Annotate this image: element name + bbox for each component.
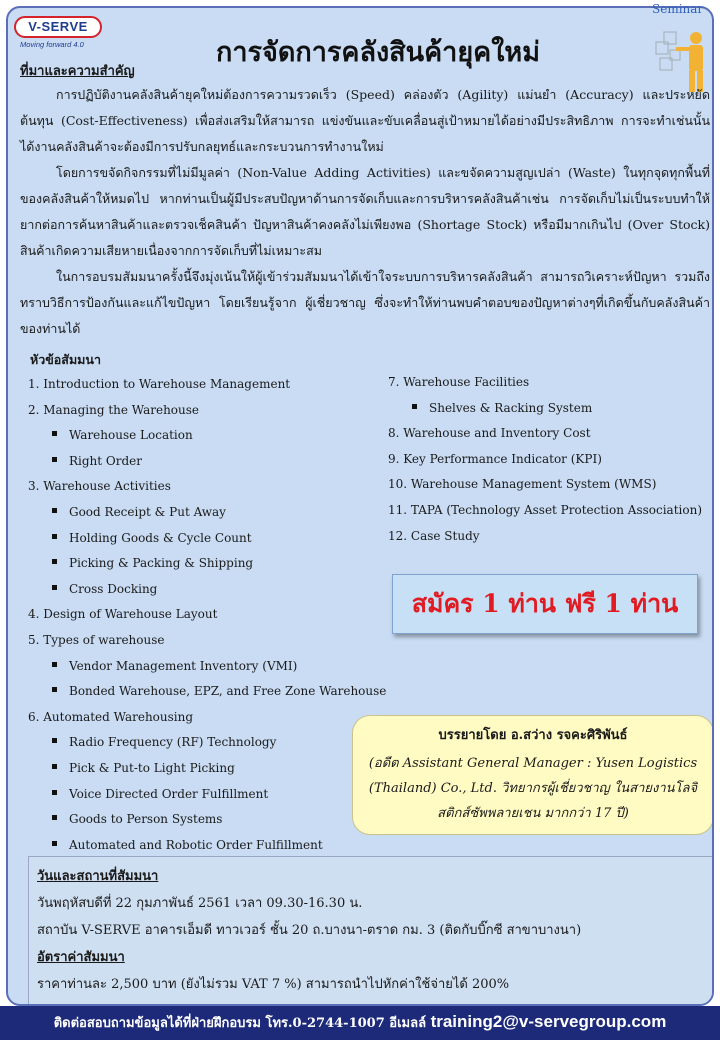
promo-banner: สมัคร 1 ท่าน ฟรี 1 ท่าน — [392, 574, 698, 634]
speaker-box — [352, 715, 714, 835]
topic-subitem: Pick & Put-to Light Picking — [28, 756, 378, 782]
topic-item: 1. Introduction to Warehouse Management — [28, 377, 291, 391]
topic-subitem: Automated and Robotic Order Fulfillment — [28, 833, 378, 859]
seminar-label: Seminar — [652, 2, 704, 16]
contact-text: ติดต่อสอบถามข้อมูลได้ที่ฝ่ายฝึกอบรม โทร.0-2744-1007 อีเมลล์ — [53, 1016, 431, 1031]
page-title: การจัดการคลังสินค้ายุคใหม่ — [216, 37, 540, 68]
intro-paragraph: การปฏิบัติงานคลังสินค้ายุคใหม่ต้องการความรวดเร็ว (Speed) คล่องตัว (Agility) แม่นยำ (Accuracy) และประหยัดต้นทุน (Cost-Effectiveness) เพื่อส่งเสริมให้สามารถ แข่งขันและขับเคลื่อนสู่เป้าหมายได้อย่างมีประสิทธิภาพ การจะทำเช่นนั้นได้งานคลังสินค้าจะต้องมีการปรับกลยุทธ์และกระบวนการทำงานใหม่ — [20, 87, 710, 154]
topic-item: 9. Key Performance Indicator (KPI) — [388, 451, 602, 466]
topics-list-right — [388, 370, 714, 549]
speaker-bio: (อดีต Assistant General Manager : Yusen Logistics (Thailand) Co., Ltd. วิทยากรผู้เชี่ยวชาญ ในสายงานโลจิสติกส์ซัพพลายเชน มากกว่า 17 ปี) — [368, 756, 698, 821]
intro-paragraph: ในการอบรมสัมมนาครั้งนี้จึงมุ่งเน้นให้ผู้เข้าร่วมสัมมนาได้เข้าใจระบบการบริหารคลังสินค้า สามารถวิเคราะห์ปัญหา รวมถึง ทราบวิธีการป้องกันและแก้ไขปัญหา โดยเรียนรู้จาก ผู้เชี่ยวชาญ ซึ่งจะทำให้ท่านพบคำตอบของปัญหาต่างๆที่เกิดขึ้นกับคลังสินค้าของท่านได้ — [20, 269, 710, 336]
vserve-logo — [14, 16, 104, 52]
intro-paragraph: โดยการขจัดกิจกรรมที่ไม่มีมูลค่า (Non-Value Adding Activities) และขจัดความสูญเปล่า (Waste) ในทุกจุดทุกพื้นที่ของคลังสินค้าให้หมดไป หากท่านเป็นผู้มีประสบปัญหาด้านการจัดเก็บและการบริหารคลังสินค้าเช่น การจัดเก็บไม่เป็นระบบทำให้ยากต่อการค้นหาสินค้าและตรวจเช็คสินค้า ปัญหาสินค้าคงคลังไม่เพียงพอ (Shortage Stock) หรือมีมากเกินไป (Over Stock) สินค้าเกิดความเสียหายเนื่องจากการจัดเก็บที่ไม่เหมาะสม — [20, 165, 710, 258]
topic-subitem: Goods to Person Systems — [28, 807, 378, 833]
intro-heading: ที่มาและความสำคัญ — [20, 64, 135, 79]
price-heading: อัตราค่าสัมมนา — [37, 950, 125, 965]
topic-subitem: Holding Goods & Cycle Count — [28, 526, 378, 552]
topic-subitem: Vendor Management Inventory (VMI) — [28, 654, 378, 680]
topic-item: 3. Warehouse Activities — [28, 479, 171, 494]
contact-footer — [0, 1006, 720, 1040]
brochure-panel — [6, 6, 714, 1006]
topic-subitem: Picking & Packing & Shipping — [28, 551, 378, 577]
event-venue: สถาบัน V-SERVE อาคารเอ็มดี ทาวเวอร์ ชั้น 20 ถ.บางนา-ตราด กม. 3 (ติดกับบิ๊กซี สาขาบางนา) — [37, 923, 582, 938]
topic-item: 10. Warehouse Management System (WMS) — [388, 477, 657, 492]
topic-subitem: Radio Frequency (RF) Technology — [28, 730, 378, 756]
topic-item: 4. Design of Warehouse Layout — [28, 607, 218, 622]
topic-subitem: Cross Docking — [28, 577, 378, 603]
logo-tagline: Moving forward 4.0 — [20, 40, 84, 49]
topic-subitem: Warehouse Location — [28, 423, 378, 449]
logo-wordmark: V-SERVE — [14, 16, 102, 38]
event-details — [28, 856, 714, 1006]
date-heading: วันและสถานที่สัมมนา — [37, 869, 159, 884]
topic-item: 5. Types of warehouse — [28, 632, 165, 647]
topic-subitem: Voice Directed Order Fulfillment — [28, 782, 378, 808]
topics-list-left — [28, 372, 387, 858]
topic-subitem: Bonded Warehouse, EPZ, and Free Zone Warehouse — [28, 679, 378, 705]
speaker-name: บรรยายโดย อ.สว่าง รจคะศิริพันธ์ — [438, 728, 628, 743]
topic-item: 6. Automated Warehousing — [28, 709, 194, 724]
event-date: วันพฤหัสบดีที่ 22 กุมภาพันธ์ 2561 เวลา 09.30-16.30 น. — [37, 896, 363, 911]
topic-item: 11. TAPA (Technology Asset Protection Association) — [388, 502, 703, 517]
topic-subitem: Right Order — [28, 449, 378, 475]
contact-email-link[interactable]: training2@v-servegroup.com — [430, 1012, 667, 1031]
topic-subitem: Shelves & Racking System — [388, 396, 714, 422]
topic-item: 12. Case Study — [388, 528, 480, 543]
intro-body — [20, 82, 710, 342]
topic-item: 7. Warehouse Facilities — [388, 375, 530, 389]
topic-subitem: Good Receipt & Put Away — [28, 500, 378, 526]
topic-item: 2. Managing the Warehouse — [28, 402, 200, 417]
topic-item: 8. Warehouse and Inventory Cost — [388, 426, 591, 441]
event-price: ราคาท่านละ 2,500 บาท (ยังไม่รวม VAT 7 %) สามารถนำไปหักค่าใช้จ่ายได้ 200% — [37, 977, 510, 992]
topics-heading: หัวข้อสัมมนา — [30, 352, 101, 367]
